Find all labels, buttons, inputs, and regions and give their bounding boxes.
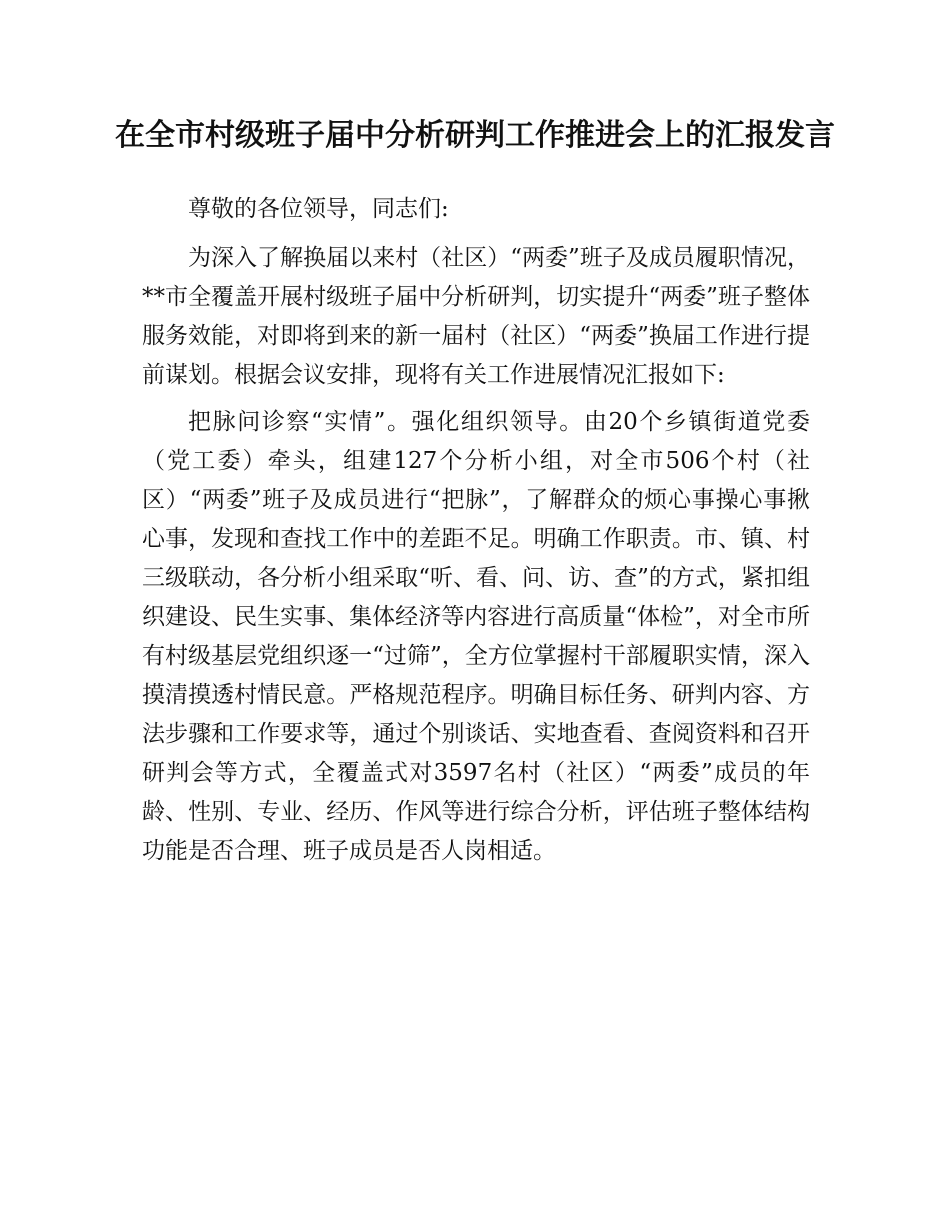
salutation: 尊敬的各位领导，同志们: (188, 196, 449, 222)
document-title: 在全市村级班子届中分析研判工作推进会上的汇报发言 (115, 118, 835, 153)
paragraph-diagnosis: 把脉问诊察“实情”。强化组织领导。由20个乡镇街道党委（党工委）牵头，组建127个分析小组，对全市506个村（社区）“两委”班子及成员进行“把脉”，了解群众的烦心事操心事揪心事，发现和查找工作中的差距不足。明确工作职责。市、镇、村三级联动，各分析小组采取“听、看、问、访、查”的方式，紧扣组织建设、民生实事、集体经济等内容进行高质量“体检”，对全市所有村级基层党组织逐一“过筛”，全方位掌握村干部履职实情，深入摸清摸透村情民意。严格规范程序。明确目标任务、研判内容、方法步骤和工作要求等，通过个别谈话、实地查看、查阅资料和召开研判会等方式，全覆盖式对3597名村（社区）“两委”成员的年龄、性别、专业、经历、作风等进行综合分析，评估班子整体结构功能是否合理、班子成员是否人岗相适。 (142, 409, 810, 864)
paragraph-intro: 为深入了解换届以来村（社区）“两委”班子及成员履职情况，**市全覆盖开展村级班子届中分析研判，切实提升“两委”班子整体服务效能，对即将到来的新一届村（社区）“两委”换届工作进行提前谋划。根据会议安排，现将有关工作进展情况汇报如下: (142, 245, 810, 388)
document-body (142, 190, 810, 879)
